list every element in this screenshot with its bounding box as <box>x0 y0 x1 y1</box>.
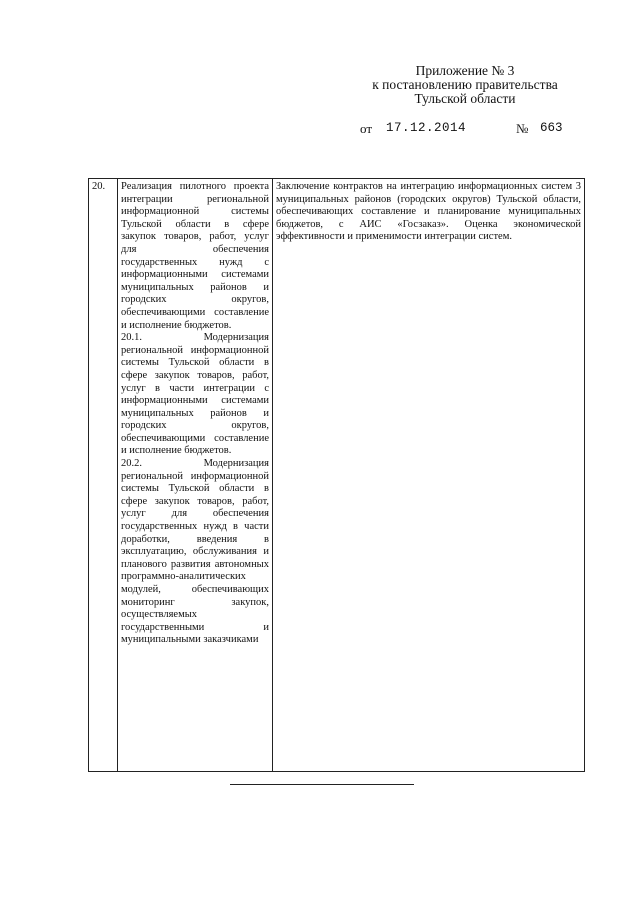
appendix-title: Приложение № 3 <box>415 63 515 78</box>
document-number: 663 <box>540 121 563 135</box>
row-number: 20. <box>89 179 118 772</box>
measure-name-paragraph: 20.1. Модернизация региональной информационной системы Тульской области в сфере закупок товаров, работ, услуг в части интеграции с информационными системами муниципальных районов и городских округов, обеспечивающими составление и исполнение бюджетов. <box>121 332 269 457</box>
measure-name-cell <box>118 179 273 772</box>
measure-description-cell: Заключение контрактов на интеграцию информационных систем 3 муниципальных районов (городских округов) Тульской области, обеспечивающих составление и планирование муниципальных бюджетов, с АИС «Госзаказ». Оценка экономической эффективности и применимости интеграции систем. <box>273 179 585 772</box>
date-prefix: от <box>360 121 373 136</box>
number-sign: № <box>516 121 529 136</box>
signature-divider <box>230 784 414 785</box>
document-dateline <box>360 121 590 137</box>
measures-table <box>88 178 585 772</box>
measure-name-paragraph: Реализация пилотного проекта интеграции региональной информационной системы Тульской области в сфере закупок товаров, работ, услуг для обеспечения государственных нужд с информационными системами муниципальных районов и городских округов, обеспечивающими составление и исполнение бюджетов. <box>121 181 269 331</box>
table-row <box>89 179 585 772</box>
appendix-header <box>340 64 590 106</box>
measure-name-paragraph: 20.2. Модернизация региональной информационной системы Тульской области в сфере закупок товаров, работ, услуг для обеспечения государственных нужд в части доработки, введения в эксплуатацию, обслуживания и планового развития автономных программно-аналитических модулей, обеспечивающих мониторинг закупок, осуществляемых государственными и муниципальными заказчиками <box>121 458 269 646</box>
appendix-subtitle: к постановлению правительства <box>372 77 558 92</box>
appendix-region: Тульской области <box>414 91 516 106</box>
document-date: 17.12.2014 <box>386 121 467 135</box>
